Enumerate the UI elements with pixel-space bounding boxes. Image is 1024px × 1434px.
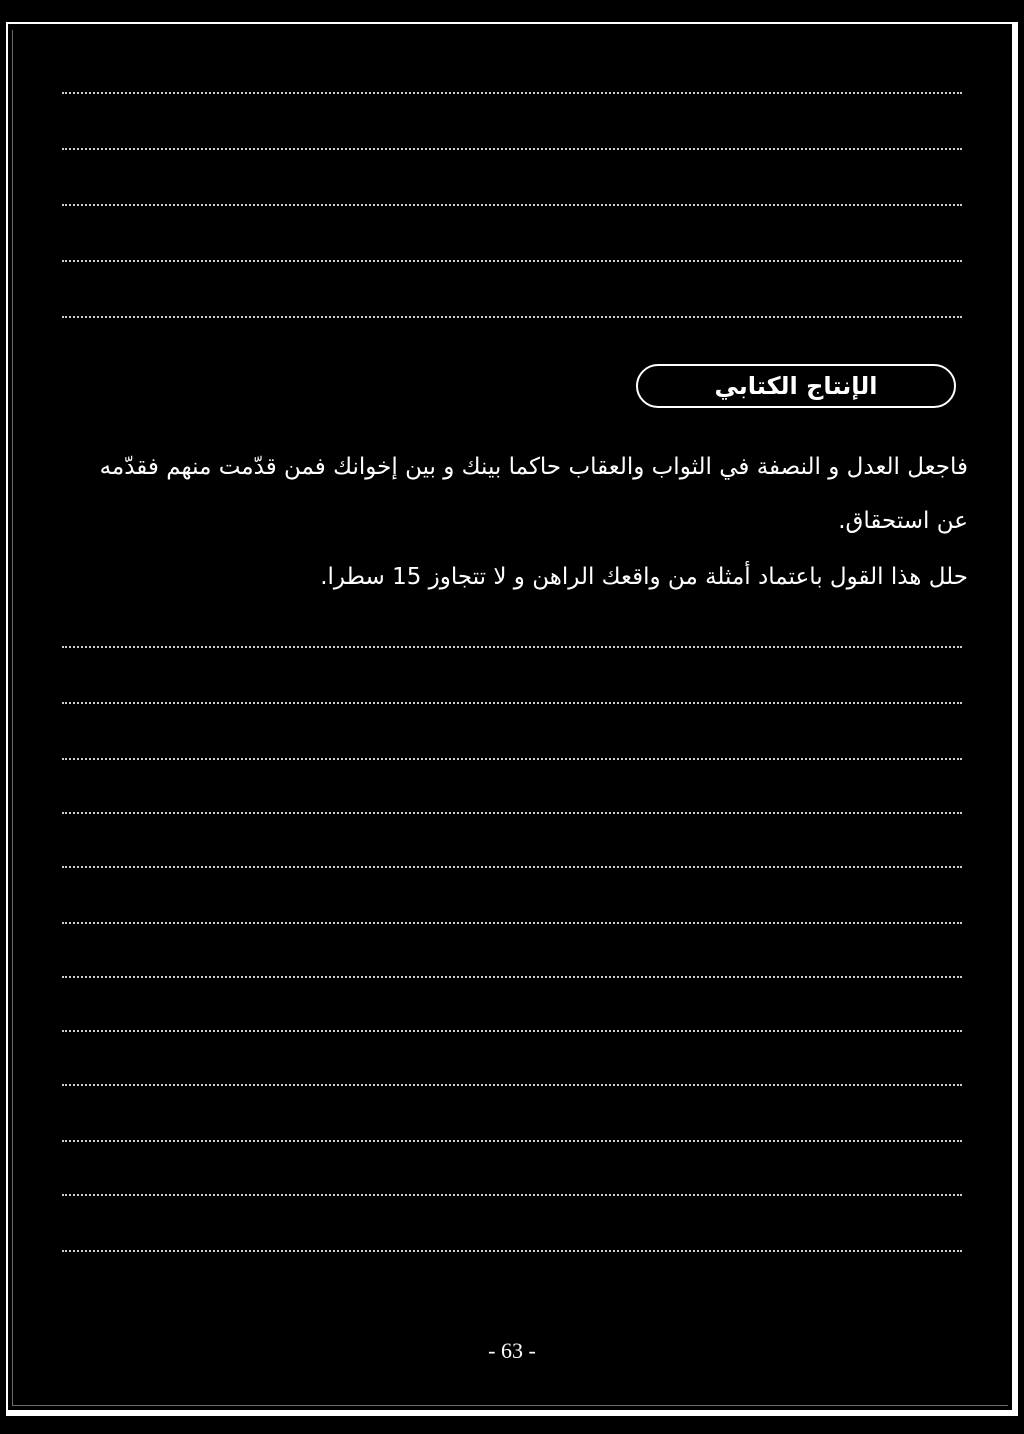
- answer-line: [62, 260, 962, 262]
- answer-line: [62, 922, 962, 924]
- page-number: - 63 -: [488, 1338, 536, 1363]
- prompt-line-2: عن استحقاق.: [838, 508, 968, 534]
- page-shadow-bottom: [6, 1410, 1018, 1416]
- answer-line: [62, 976, 962, 978]
- answer-line: [62, 1084, 962, 1086]
- section-title: الإنتاج الكتابي: [714, 372, 878, 400]
- answer-line: [62, 316, 962, 318]
- answer-line: [62, 1140, 962, 1142]
- page-inner-border: [12, 30, 1008, 1406]
- answer-line: [62, 866, 962, 868]
- answer-line: [62, 92, 962, 94]
- answer-line: [62, 646, 962, 648]
- answer-line: [62, 148, 962, 150]
- answer-line: [62, 702, 962, 704]
- answer-line: [62, 1030, 962, 1032]
- answer-line: [62, 758, 962, 760]
- answer-line: [62, 1250, 962, 1252]
- prompt-line-3: حلل هذا القول باعتماد أمثلة من واقعك الراهن و لا تتجاوز 15 سطرا.: [320, 564, 968, 590]
- answer-line: [62, 812, 962, 814]
- answer-line: [62, 1194, 962, 1196]
- prompt-line-1: فاجعل العدل و النصفة في الثواب والعقاب حاكما بينك و بين إخوانك فمن قدّمت منهم فقدّمه: [99, 454, 968, 480]
- page-shadow-right: [1012, 22, 1018, 1416]
- section-title-box: [636, 364, 956, 408]
- answer-line: [62, 204, 962, 206]
